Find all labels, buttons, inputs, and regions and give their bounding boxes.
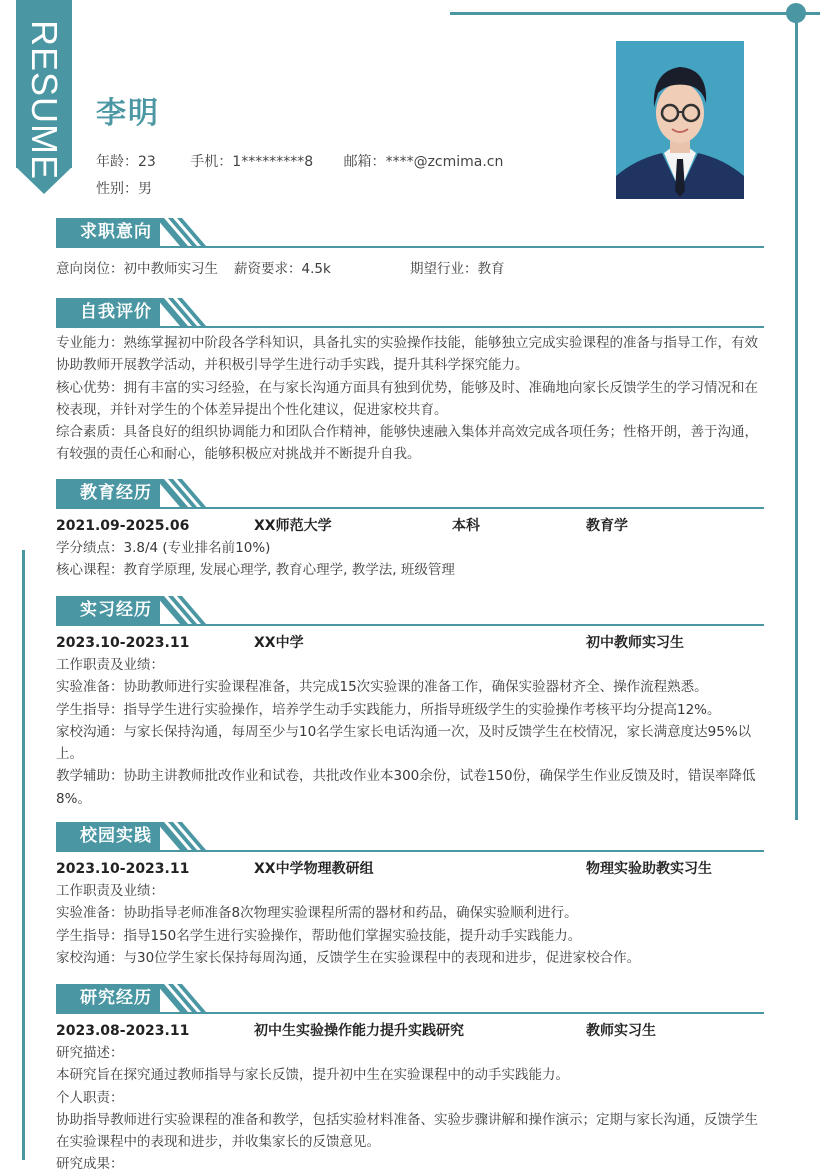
- self-eval-paragraph: 核心优势：拥有丰富的实习经验，在与家长沟通方面具有独到优势，能够及时、准确地向家长反馈学生的学习情况和在校表现，并针对学生的个体差异提出个性化建议，促进家校共育。: [56, 379, 758, 418]
- top-decorative-line: [450, 12, 820, 15]
- education-courses: 核心课程：教育学原理, 发展心理学, 教育心理学, 教学法, 班级管理: [56, 562, 455, 579]
- self-eval-paragraph: 综合素质：具备良好的组织协调能力和团队合作精神，能够快速融入集体并高效完成各项任务；性格开朗，善于沟通，有较强的责任心和耐心，能够积极应对挑战并不断提升自我。: [56, 424, 758, 463]
- section-job-intent: [56, 218, 764, 278]
- campus-line: 实验准备：协助指导老师准备8次物理实验课程所需的器材和药品，确保实验顺利进行。: [56, 905, 578, 922]
- research-entry-header: [56, 1018, 764, 1042]
- internship-entry-header: [56, 630, 764, 654]
- email-label: 邮箱：: [343, 154, 386, 170]
- education-date: 2021.09-2025.06: [56, 518, 190, 534]
- section-title: 求职意向: [56, 218, 160, 246]
- section-title: 校园实践: [56, 822, 160, 850]
- stripes-decoration: [156, 218, 206, 246]
- stripes-decoration: [156, 596, 206, 624]
- section-research: [56, 984, 764, 1176]
- gender-label: 性别：: [96, 181, 138, 197]
- stripes-decoration: [156, 298, 206, 326]
- phone-label: 手机：: [190, 154, 233, 170]
- internship-org: XX中学: [254, 635, 304, 651]
- section-header: [56, 984, 764, 1014]
- internship-date: 2023.10-2023.11: [56, 635, 190, 651]
- ribbon-label: RESUME: [24, 20, 65, 181]
- section-title: 实习经历: [56, 596, 160, 624]
- internship-role: 初中教师实习生: [586, 635, 684, 651]
- section-self-evaluation: [56, 298, 764, 466]
- education-degree: 本科: [452, 518, 480, 534]
- stripes-decoration: [156, 479, 206, 507]
- resume-ribbon: [16, 0, 72, 195]
- internship-line: 实验准备：协助教师进行实验课程准备，共完成15次实验课的准备工作，确保实验器材齐全、操作流程熟悉。: [56, 679, 708, 696]
- research-line: 个人职责：: [56, 1089, 124, 1106]
- campus-org: XX中学物理教研组: [254, 861, 374, 877]
- section-education: [56, 479, 764, 582]
- section-divider: [56, 850, 764, 852]
- intent-industry: 期望行业：教育: [410, 261, 505, 277]
- section-internship: [56, 596, 764, 810]
- research-line: 研究成果：: [56, 1156, 124, 1173]
- section-title: 研究经历: [56, 984, 160, 1012]
- research-line: 本研究旨在探究通过教师指导与家长反馈，提升初中生在实验课程中的动手实践能力。: [56, 1067, 569, 1084]
- phone-value: 1*********8: [232, 154, 314, 170]
- section-title: 自我评价: [56, 298, 160, 326]
- stripes-decoration: [156, 984, 206, 1012]
- portrait-image: [616, 41, 744, 199]
- education-gpa: 学分绩点：3.8/4 (专业排名前10%): [56, 540, 271, 556]
- section-campus-practice: [56, 822, 764, 969]
- research-date: 2023.08-2023.11: [56, 1023, 190, 1039]
- education-entry-header: [56, 513, 764, 537]
- internship-line: 学生指导：指导学生进行实验操作，培养学生动手实践能力，所指导班级学生的实验操作考核平均分提高12%。: [56, 701, 721, 718]
- section-divider: [56, 507, 764, 509]
- section-divider: [56, 326, 764, 328]
- profile-photo: [616, 41, 744, 199]
- self-eval-paragraph: 专业能力：熟练掌握初中阶段各学科知识，具备扎实的实验操作技能，能够独立完成实验课程的准备与指导工作，有效协助教师开展教学活动，并积极引导学生进行动手实践，提升其科学探究能力。: [56, 335, 758, 374]
- section-header: [56, 218, 764, 248]
- contact-row: [96, 151, 503, 171]
- email-value: ****@zcmima.cn: [385, 154, 504, 170]
- research-role: 教师实习生: [586, 1023, 656, 1039]
- section-header: [56, 298, 764, 328]
- section-divider: [56, 624, 764, 626]
- campus-entry-header: [56, 856, 764, 880]
- internship-line: 工作职责及业绩：: [56, 657, 164, 673]
- section-title: 教育经历: [56, 479, 160, 507]
- research-line: 协助指导教师进行实验课程的准备和教学，包括实验材料准备、实验步骤讲解和操作演示；定期与家长沟通，反馈学生在实验课程中的表现和进步，并收集家长的反馈意见。: [56, 1111, 758, 1151]
- education-school: XX师范大学: [254, 518, 332, 534]
- candidate-name: 李明: [96, 96, 160, 131]
- age-value: 23: [138, 154, 156, 170]
- right-decorative-line: [795, 6, 798, 820]
- section-header: [56, 822, 764, 852]
- section-header: [56, 479, 764, 509]
- campus-role: 物理实验助教实习生: [586, 861, 712, 877]
- research-line: 研究描述：: [56, 1045, 124, 1061]
- intent-position: 意向岗位：初中教师实习生: [56, 261, 218, 277]
- research-project: 初中生实验操作能力提升实践研究: [254, 1023, 464, 1039]
- gender-value: 男: [138, 181, 152, 197]
- internship-line: 教学辅助：协助主讲教师批改作业和试卷，共批改作业本300余份，试卷150份，确保学生作业反馈及时，错误率降低8%。: [56, 768, 756, 807]
- education-major: 教育学: [586, 518, 628, 534]
- campus-line: 家校沟通：与30位学生家长保持每周沟通，反馈学生在实验课程中的表现和进步，促进家校合作。: [56, 949, 641, 966]
- section-header: [56, 596, 764, 626]
- section-divider: [56, 1012, 764, 1014]
- campus-line: 工作职责及业绩：: [56, 883, 164, 899]
- left-decorative-line: [22, 550, 25, 1160]
- age-label: 年龄：: [96, 154, 138, 170]
- stripes-decoration: [156, 822, 206, 850]
- gender-row: [96, 178, 152, 198]
- intent-salary: 薪资要求：4.5k: [234, 261, 331, 277]
- campus-date: 2023.10-2023.11: [56, 861, 190, 877]
- internship-line: 家校沟通：与家长保持沟通，每周至少与10名学生家长电话沟通一次，及时反馈学生在校情况，家长满意度达95%以上。: [56, 723, 752, 763]
- campus-line: 学生指导：指导150名学生进行实验操作，帮助他们掌握实验技能，提升动手实践能力。: [56, 927, 582, 944]
